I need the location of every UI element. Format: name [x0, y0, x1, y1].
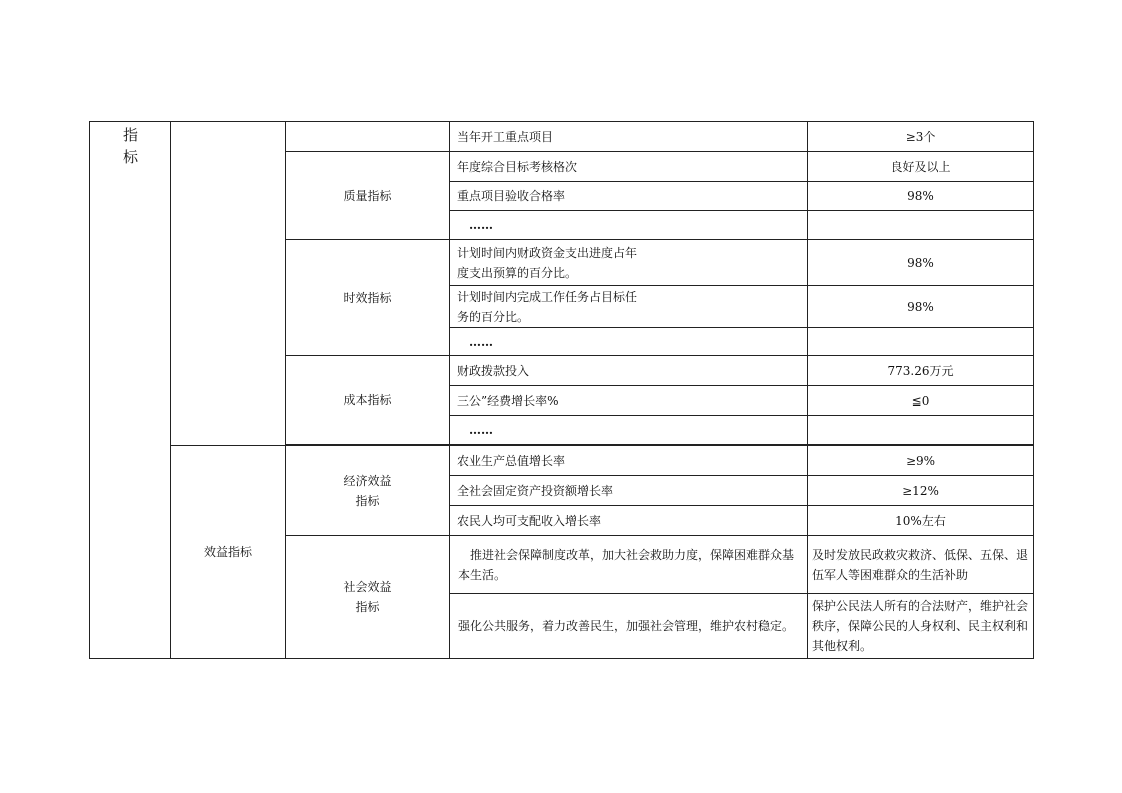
category-label-line2: 标 — [123, 148, 139, 166]
value-cell: ≥9% — [808, 446, 1034, 476]
indicator-cell: 三公”经费增长率% — [450, 386, 808, 416]
indicator-cell: 当年开工重点项目 — [450, 122, 808, 152]
indicator-cell: 全社会固定资产投资额增长率 — [450, 476, 808, 506]
ellipsis-text: …… — [469, 423, 493, 437]
social-label-line1: 社会效益 — [343, 580, 392, 594]
value-cell — [808, 416, 1034, 445]
level3-cost: 成本指标 — [286, 356, 450, 445]
performance-indicator-table — [89, 121, 1034, 659]
value-cell: ≥12% — [808, 476, 1034, 506]
indicator-cell: 年度综合目标考核格次 — [450, 152, 808, 182]
indicator-line1: 计划时间内完成工作任务占目标任 — [457, 289, 638, 304]
social-label-line2: 指标 — [355, 600, 380, 614]
value-cell: 保护公民法人所有的合法财产，维护社会秩序，保障公民的人身权利、民主权利和其他权利。 — [808, 594, 1034, 659]
economic-label-line2: 指标 — [355, 493, 380, 508]
indicator-cell: 推进社会保障制度改革，加大社会救助力度，保障困难群众基本生活。 — [450, 536, 808, 594]
level3-quality: 质量指标 — [286, 152, 450, 240]
value-cell: 及时发放民政救灾救济、低保、五保、退伍军人等困难群众的生活补助 — [808, 536, 1034, 594]
indicator-cell — [450, 211, 808, 240]
value-cell: 98% — [808, 240, 1034, 286]
indicator-category-cell — [90, 122, 171, 659]
level2-benefit: 效益指标 — [171, 446, 286, 659]
value-cell: 773.26万元 — [808, 356, 1034, 386]
ellipsis-text: …… — [469, 218, 493, 232]
value-cell: 良好及以上 — [808, 152, 1034, 182]
indicator-cell — [450, 286, 808, 328]
value-cell: 10%左右 — [808, 506, 1034, 536]
ellipsis-text: …… — [469, 334, 493, 349]
indicator-cell — [450, 240, 808, 286]
table-row — [90, 122, 1034, 152]
indicator-line2: 务的百分比。 — [457, 309, 530, 324]
indicator-cell — [450, 416, 808, 445]
indicator-line1: 计划时间内财政资金支出进度占年 — [457, 245, 638, 260]
table-row — [90, 446, 1034, 476]
indicator-cell — [450, 328, 808, 356]
level3-empty-cell — [286, 122, 450, 152]
level3-social — [286, 536, 450, 659]
indicator-line2: 度支出预算的百分比。 — [457, 265, 578, 280]
level2-empty-cell — [171, 122, 286, 446]
value-cell: 98% — [808, 286, 1034, 328]
value-cell: ≦0 — [808, 386, 1034, 416]
level3-economic — [286, 446, 450, 536]
category-label-line1: 指 — [123, 126, 139, 144]
indicator-cell: 重点项目验收合格率 — [450, 182, 808, 211]
value-cell — [808, 328, 1034, 356]
level3-timeliness: 时效指标 — [286, 240, 450, 356]
indicator-cell: 强化公共服务，着力改善民生，加强社会管理，维护农村稳定。 — [450, 594, 808, 659]
indicator-cell: 农业生产总值增长率 — [450, 446, 808, 476]
value-cell — [808, 211, 1034, 240]
value-cell: 98% — [808, 182, 1034, 211]
indicator-cell: 财政拨款投入 — [450, 356, 808, 386]
value-cell: ≥3个 — [808, 122, 1034, 152]
indicator-cell: 农民人均可支配收入增长率 — [450, 506, 808, 536]
economic-label-line1: 经济效益 — [343, 473, 392, 488]
